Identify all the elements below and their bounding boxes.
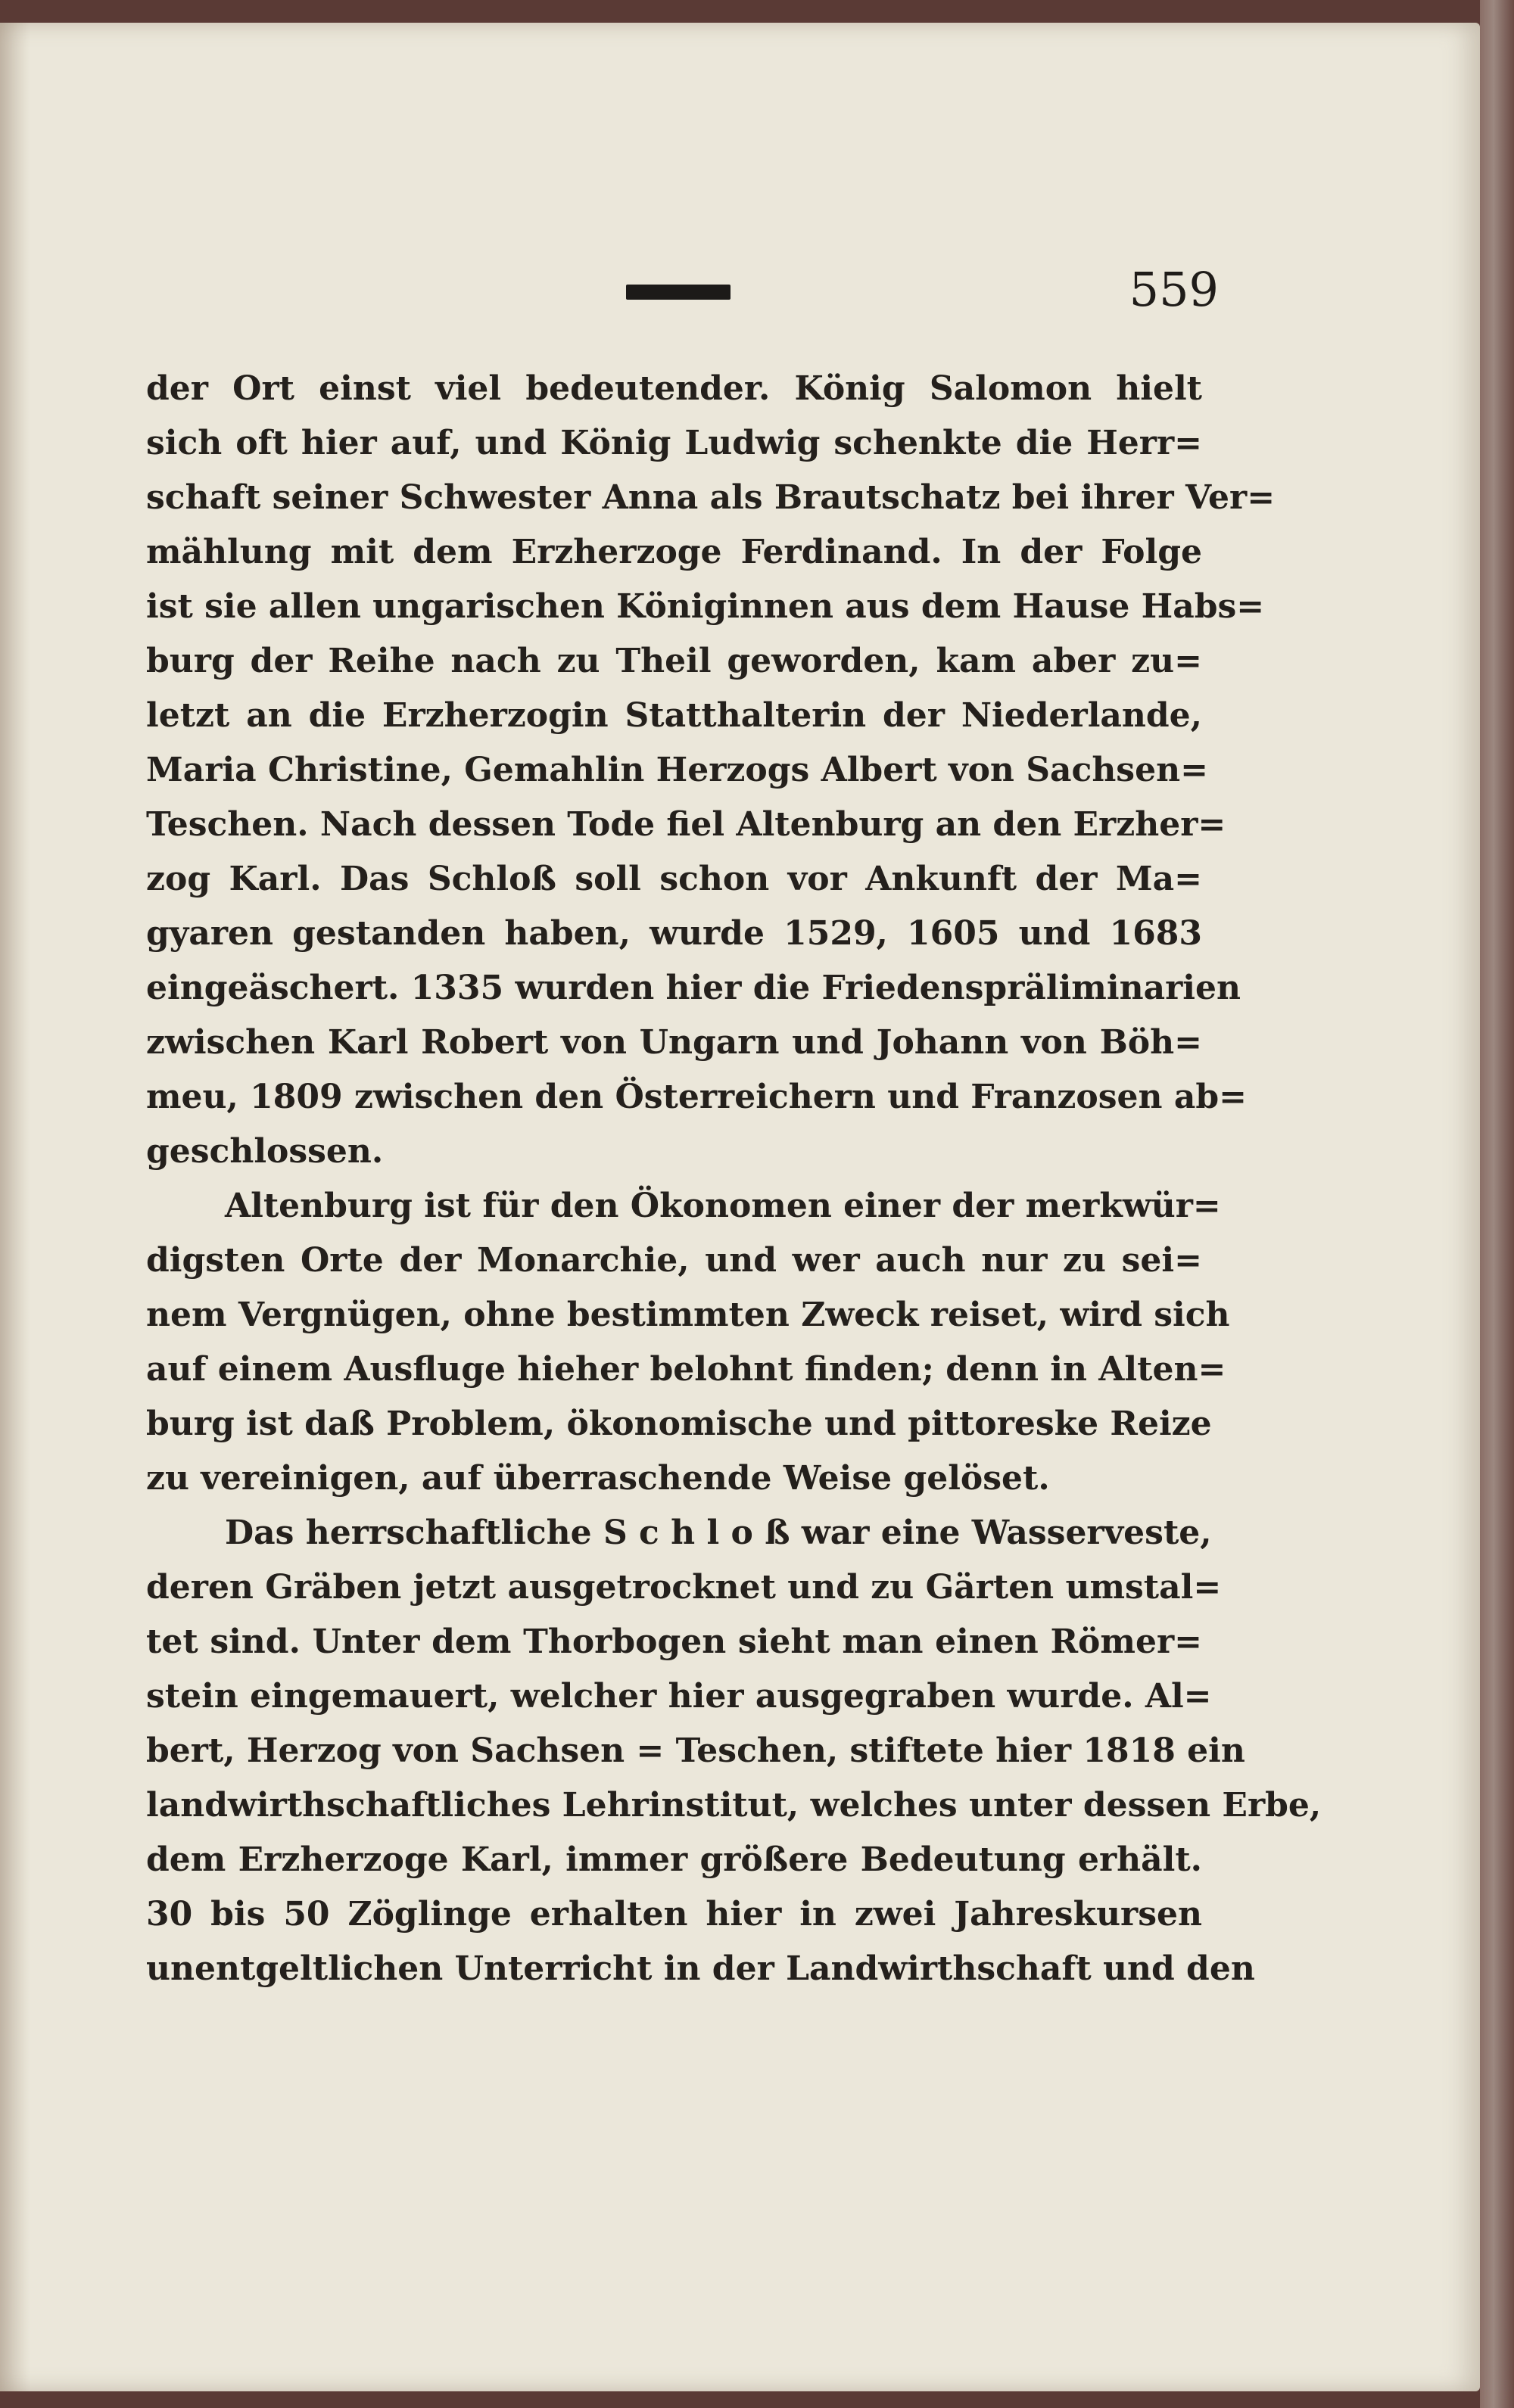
text-line: gyaren gestanden haben, wurde 1529, 1605 und 1683 — [146, 914, 1202, 953]
text-line: eingeäschert. 1335 wurden hier die Friedenspräliminarien — [146, 969, 1241, 1007]
text-line: landwirthschaftliches Lehrinstitut, welches unter dessen Erbe, — [146, 1786, 1322, 1825]
text-line: bert, Herzog von Sachsen = Teschen, stiftete hier 1818 ein — [146, 1731, 1245, 1770]
paragraph — [146, 1179, 1230, 1506]
text-line: burg der Reihe nach zu Theil geworden, kam aber zu= — [146, 642, 1202, 680]
text-line: burg ist daß Problem, ökonomische und pittoreske Reize — [146, 1405, 1212, 1443]
text-line: mählung mit dem Erzherzoge Ferdinand. In der Folge — [146, 533, 1202, 571]
text-line: zog Karl. Das Schloß soll schon vor Ankunft der Ma= — [146, 860, 1202, 898]
page-number: 559 — [1129, 262, 1219, 317]
text-line: unentgeltlichen Unterricht in der Landwirthschaft und den — [146, 1949, 1255, 1988]
text-line: Altenburg ist für den Ökonomen einer der merkwür= — [225, 1187, 1221, 1225]
text-line: ist sie allen ungarischen Königinnen aus dem Hause Habs= — [146, 587, 1265, 626]
text-line: 30 bis 50 Zöglinge erhalten hier in zwei Jahreskursen — [146, 1895, 1202, 1934]
text-line: Das herrschaftliche S c h l o ß war eine Wasserveste, — [225, 1514, 1212, 1552]
text-line: sich oft hier auf, und König Ludwig schenkte die Herr= — [146, 424, 1202, 462]
text-line: Maria Christine, Gemahlin Herzogs Albert von Sachsen= — [146, 751, 1208, 789]
text-line: zwischen Karl Robert von Ungarn und Johann von Böh= — [146, 1023, 1202, 1062]
paragraph — [146, 362, 1276, 1179]
text-line: geschlossen. — [146, 1132, 384, 1171]
text-line: Teschen. Nach dessen Tode fiel Altenburg an den Erzher= — [146, 805, 1226, 844]
text-line: stein eingemauert, welcher hier ausgegraben wurde. Al= — [146, 1677, 1212, 1716]
page-edge — [1480, 0, 1514, 2408]
text-line: zu vereinigen, auf überraschende Weise gelöset. — [146, 1459, 1050, 1498]
text-line: schaft seiner Schwester Anna als Brautschatz bei ihrer Ver= — [146, 478, 1276, 517]
text-line: der Ort einst viel bedeutender. König Salomon hielt — [146, 369, 1202, 408]
paragraph — [146, 1506, 1322, 1996]
text-line: letzt an die Erzherzogin Statthalterin der Niederlande, — [146, 696, 1202, 735]
text-line: tet sind. Unter dem Thorbogen sieht man einen Römer= — [146, 1622, 1202, 1661]
text-line: auf einem Ausfluge hieher belohnt finden; denn in Alten= — [146, 1350, 1226, 1389]
header-rule — [626, 285, 731, 300]
text-line: meu, 1809 zwischen den Österreichern und Franzosen ab= — [146, 1078, 1247, 1116]
text-line: nem Vergnügen, ohne bestimmten Zweck reiset, wird sich — [146, 1296, 1230, 1334]
body-text — [146, 362, 1322, 1996]
text-line: digsten Orte der Monarchie, und wer auch nur zu sei= — [146, 1241, 1202, 1280]
text-line: dem Erzherzoge Karl, immer größere Bedeutung erhält. — [146, 1840, 1202, 1879]
gutter-shadow — [0, 23, 30, 2391]
text-line: deren Gräben jetzt ausgetrocknet und zu Gärten umstal= — [146, 1568, 1222, 1607]
